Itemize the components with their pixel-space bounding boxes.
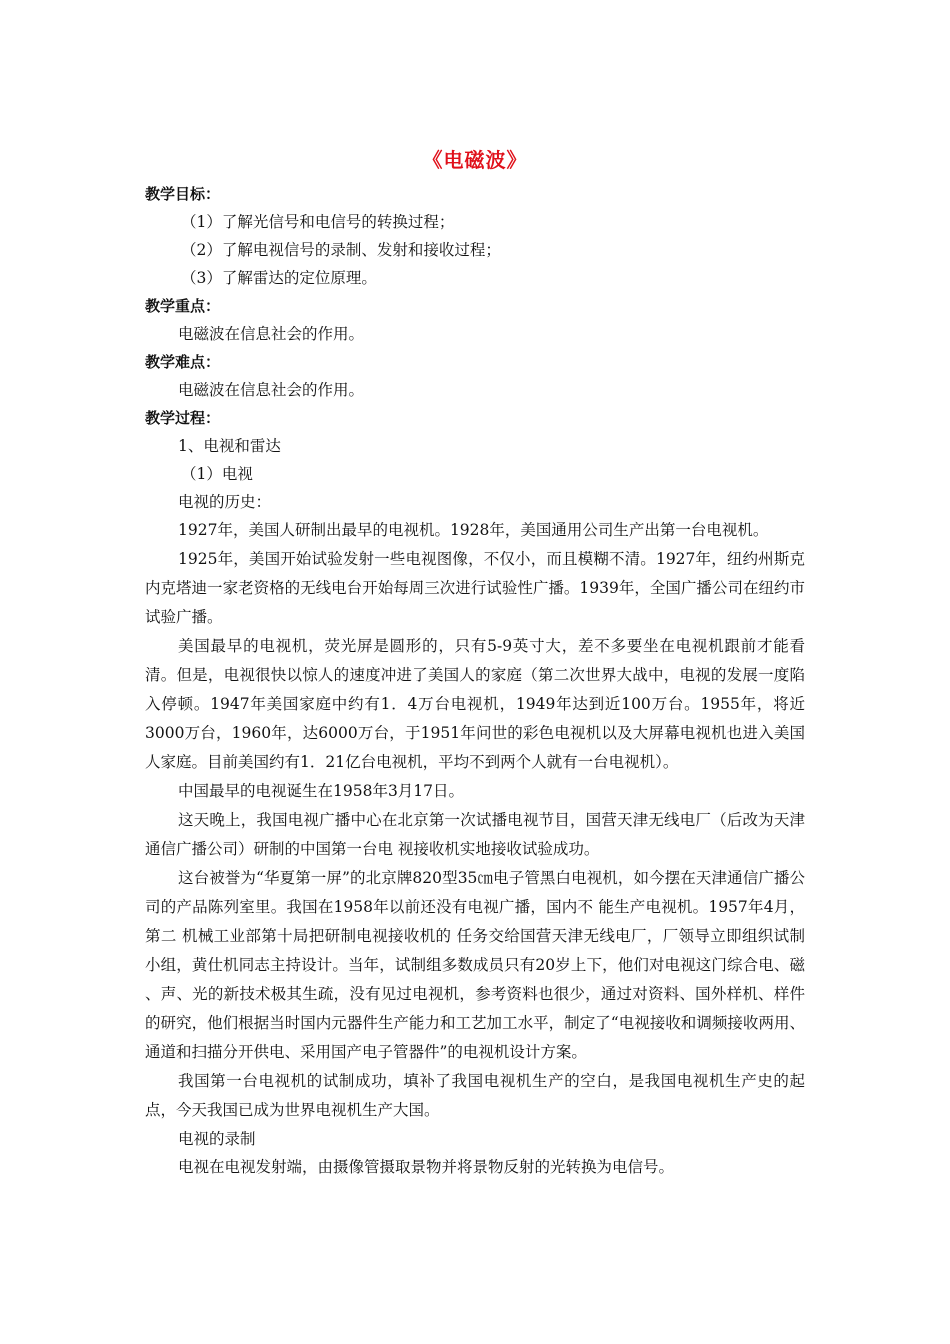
paragraph: 美国最早的电视机，荧光屏是圆形的，只有5-9英寸大，差不多要坐在电视机跟前才能看清。但是，电视很快以惊人的速度冲进了美国人的家庭（第二次世界大战中，电视的发展一度陷入停顿。1947年美国家庭中约有1．4万台电视机，1949年达到近100万台。1955年，将近3000万台，1960年，达6000万台，于1951年问世的彩色电视机以及大屏幕电视机也进入美国人家庭。目前美国约有1．21亿台电视机，平均不到两个人就有一台电视机）。 <box>145 637 805 771</box>
document-title: 《电磁波》 <box>422 148 528 172</box>
recording-label: 电视的录制 <box>178 1130 256 1148</box>
subsection-title: （1）电视 <box>181 465 253 483</box>
objective-item: （3）了解雷达的定位原理。 <box>181 269 377 287</box>
recording-text: 电视在电视发射端，由摄像管摄取景物并将景物反射的光转换为电信号。 <box>178 1158 675 1176</box>
paragraph: 1925年，美国开始试验发射一些电视图像，不仅小，而且模糊不清。1927年，纽约州斯克内克塔迪一家老资格的无线电台开始每周三次进行试验性广播。1939年，全国广播公司在纽约市试验广播。 <box>145 550 805 626</box>
section-title: 1、电视和雷达 <box>178 437 281 455</box>
key-point-heading: 教学重点： <box>145 297 221 315</box>
document-body <box>145 180 805 1181</box>
paragraph: 这台被誉为“华夏第一屏”的北京牌820型35㎝电子管黑白电视机，如今摆在天津通信广播公司的产品陈列室里。我国在1958年以前还没有电视广播，国内不 能生产电视机。1957年4月，第二 机械工业部第十局把研制电视接收机的 任务交给国营天津无线电厂，厂领导立即组织试制小组，黄仕机同志主持设计。当年，试制组多数成员只有20岁上下，他们对电视这门综合电、磁 、声、光的新技术极其生疏，没有见过电视机，参考资料也很少，通过对资料、国外样机、样件的研究，他们根据当时国内元器件生产能力和工艺加工水平，制定了“电视接收和调频接收两用、通道和扫描分开供电、采用国产电子管器件”的电视机设计方案。 <box>145 869 805 1061</box>
paragraph: 这天晚上，我国电视广播中心在北京第一次试播电视节目，国营天津无线电厂（后改为天津通信广播公司）研制的中国第一台电 视接收机实地接收试验成功。 <box>145 811 805 858</box>
difficulty-heading: 教学难点： <box>145 353 221 371</box>
objectives-heading: 教学目标： <box>145 185 221 203</box>
history-label: 电视的历史： <box>178 493 272 511</box>
process-heading: 教学过程： <box>145 409 221 427</box>
paragraph: 我国第一台电视机的试制成功，填补了我国电视机生产的空白，是我国电视机生产史的起点，今天我国已成为世界电视机生产大国。 <box>145 1072 805 1119</box>
objective-item: （2）了解电视信号的录制、发射和接收过程； <box>181 241 501 259</box>
paragraph: 1927年，美国人研制出最早的电视机。1928年，美国通用公司生产出第一台电视机。 <box>178 521 769 539</box>
objective-item: （1）了解光信号和电信号的转换过程； <box>181 213 455 231</box>
difficulty-text: 电磁波在信息社会的作用。 <box>178 381 365 399</box>
paragraph: 中国最早的电视诞生在1958年3月17日。 <box>178 782 465 800</box>
key-point-text: 电磁波在信息社会的作用。 <box>178 325 365 343</box>
